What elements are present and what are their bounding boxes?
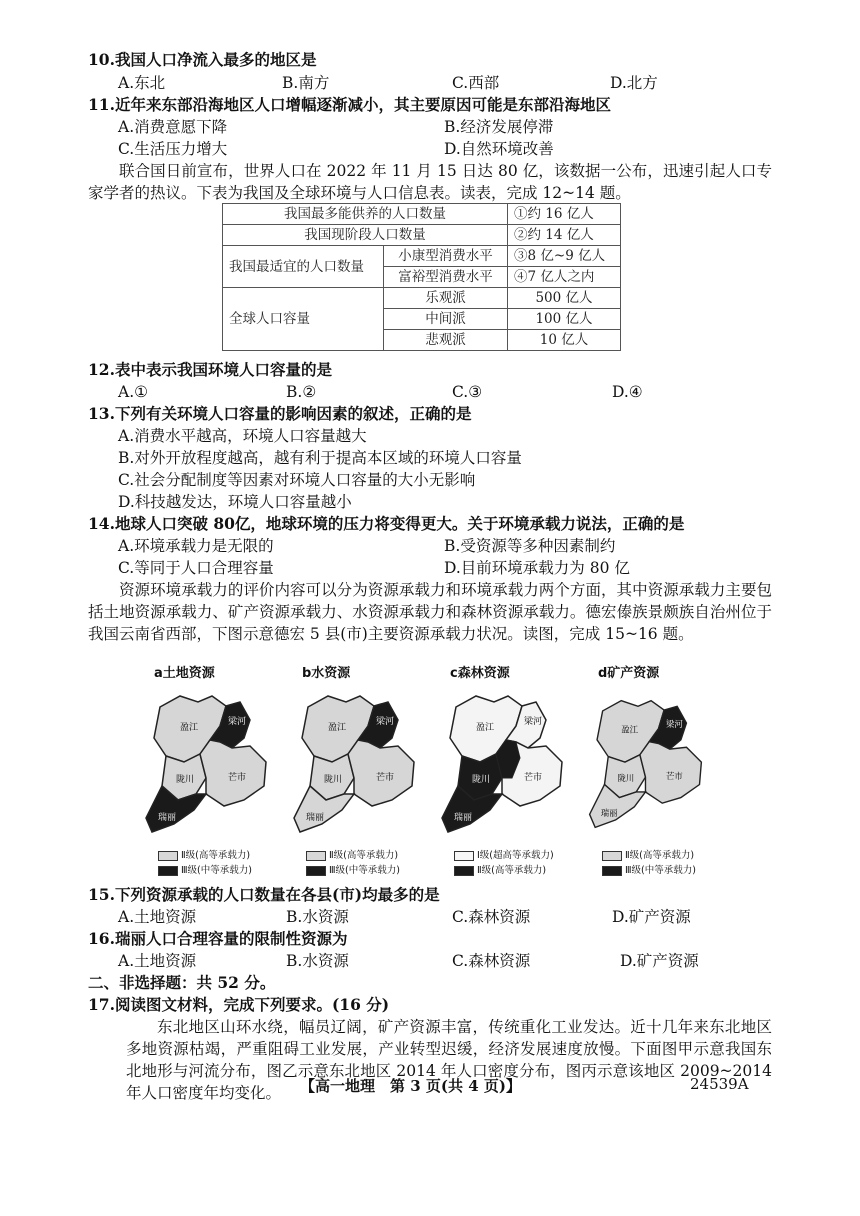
label-yingjiang: 盈江 xyxy=(180,723,199,733)
map-mineral-legend-2: Ⅲ级(中等承载力) xyxy=(625,865,696,876)
table-r4c-sub: 悲观派 xyxy=(384,330,508,351)
label-yingjiang: 盈江 xyxy=(621,724,639,735)
map-forest xyxy=(436,660,582,880)
q13-option-d: D.科技越发达，环境人口容量越小 xyxy=(118,493,352,511)
q10-option-a: A.东北 xyxy=(118,74,166,92)
table-r1-value: ①约 16 亿人 xyxy=(508,204,621,225)
q14-option-d: D.目前环境承载力为 80 亿 xyxy=(444,559,630,577)
table-r2-value: ②约 14 亿人 xyxy=(508,225,621,246)
table-r3b-value: ④7 亿人之内 xyxy=(508,267,621,288)
table-r4b-sub: 中间派 xyxy=(384,309,508,330)
q13-option-a: A.消费水平越高，环境人口容量越大 xyxy=(118,427,367,445)
table-r4a-sub: 乐观派 xyxy=(384,288,508,309)
legend-swatch-light xyxy=(158,851,178,861)
table-r3b-sub: 富裕型消费水平 xyxy=(384,267,508,288)
map-mineral-legend xyxy=(602,848,696,878)
table-r4a-value: 500 亿人 xyxy=(508,288,621,309)
label-ruili: 瑞丽 xyxy=(306,813,325,823)
table-r3-label: 我国最适宜的人口数量 xyxy=(223,246,384,288)
map-mineral-title: d矿产资源 xyxy=(598,666,660,681)
label-longchuan: 陇川 xyxy=(617,772,635,783)
intro-12-14-text: 联合国日前宣布，世界人口在 2022 年 11 月 15 日达 80 亿，该数据一公布，迅速引起人口专家学者的热议。下表为我国及全球环境与人口信息表。读表，完成 12~14 题。 xyxy=(88,162,772,202)
map-land-legend xyxy=(158,848,252,878)
label-lianghe: 梁河 xyxy=(228,717,247,727)
legend-swatch-dark xyxy=(306,866,326,876)
label-mangshi: 芒市 xyxy=(665,770,683,781)
q11-option-a: A.消费意愿下降 xyxy=(118,118,228,136)
label-mangshi: 芒市 xyxy=(376,773,395,783)
map-land-legend-2: Ⅲ级(中等承载力) xyxy=(181,865,252,876)
q15-option-b: B.水资源 xyxy=(286,908,349,926)
q16-option-c: C.森林资源 xyxy=(452,952,531,970)
label-mangshi: 芒市 xyxy=(524,773,543,783)
label-ruili: 瑞丽 xyxy=(600,808,618,819)
table-r4b-value: 100 亿人 xyxy=(508,309,621,330)
label-ruili: 瑞丽 xyxy=(158,813,177,823)
q13-option-c: C.社会分配制度等因素对环境人口容量的大小无影响 xyxy=(118,471,476,489)
q16-option-a: A.土地资源 xyxy=(118,952,197,970)
legend-swatch-light xyxy=(306,851,326,861)
q12-option-b: B.② xyxy=(286,383,317,401)
legend-swatch-light xyxy=(602,851,622,861)
map-mineral xyxy=(584,660,730,880)
dehong-resource-maps xyxy=(140,660,720,880)
q14-stem: 14.地球人口突破 80亿，地球环境的压力将变得更大。关于环境承载力说法，正确的是 xyxy=(88,514,685,533)
q11-option-d: D.自然环境改善 xyxy=(444,140,554,158)
q10-stem: 10.我国人口净流入最多的地区是 xyxy=(88,50,317,69)
map-water-title: b水资源 xyxy=(302,666,351,681)
q11-option-b: B.经济发展停滞 xyxy=(444,118,554,136)
q15-option-d: D.矿产资源 xyxy=(612,908,691,926)
map-water-legend-1: Ⅱ级(高等承载力) xyxy=(329,850,399,861)
map-mineral-figure xyxy=(584,682,720,847)
label-mangshi: 芒市 xyxy=(228,773,247,783)
map-forest-title: c森林资源 xyxy=(450,666,510,681)
population-info-table xyxy=(222,203,621,351)
label-yingjiang: 盈江 xyxy=(476,723,495,733)
map-forest-figure xyxy=(436,682,582,847)
label-lianghe: 梁河 xyxy=(376,717,395,727)
label-longchuan: 陇川 xyxy=(324,775,343,785)
intro-15-16-text: 资源环境承载力的评价内容可以分为资源承载力和环境承载力两个方面，其中资源承载力主要包括土地资源承载力、矿产资源承载力、水资源承载力和森林资源承载力。德宏傣族景颇族自治州位于我国云南省西部，下图示意德宏 5 县(市)主要资源承载力状况。读图，完成 15~16 题。 xyxy=(88,581,772,643)
legend-swatch-white xyxy=(454,851,474,861)
map-mineral-legend-1: Ⅱ级(高等承载力) xyxy=(625,850,695,861)
q13-option-b: B.对外开放程度越高，越有利于提高本区域的环境人口容量 xyxy=(118,449,522,467)
q16-option-d: D.矿产资源 xyxy=(620,952,699,970)
q12-option-d: D.④ xyxy=(612,383,643,401)
exam-code: 24539A xyxy=(690,1075,749,1093)
table-r4c-value: 10 亿人 xyxy=(508,330,621,351)
table-r3a-value: ③8 亿~9 亿人 xyxy=(508,246,621,267)
table-r3a-sub: 小康型消费水平 xyxy=(384,246,508,267)
q10-option-b: B.南方 xyxy=(282,74,330,92)
table-r1-label: 我国最多能供养的人口数量 xyxy=(223,204,508,225)
q15-option-a: A.土地资源 xyxy=(118,908,197,926)
q12-option-c: C.③ xyxy=(452,383,483,401)
label-yingjiang: 盈江 xyxy=(328,723,347,733)
map-water-legend xyxy=(306,848,400,878)
intro-15-16 xyxy=(88,579,772,645)
q14-option-c: C.等同于人口合理容量 xyxy=(118,559,274,577)
q10-option-c: C.西部 xyxy=(452,74,500,92)
legend-swatch-dark xyxy=(602,866,622,876)
map-water-figure xyxy=(288,682,434,847)
q17-stem: 17.阅读图文材料，完成下列要求。(16 分) xyxy=(88,995,390,1014)
label-lianghe: 梁河 xyxy=(665,718,683,729)
map-land-title: a土地资源 xyxy=(154,666,215,681)
q17-material-text: 东北地区山环水绕，幅员辽阔，矿产资源丰富，传统重化工业发达。近十几年来东北地区多地资源枯竭，严重阻碍工业发展，产业转型迟缓，经济发展速度放慢。下面图甲示意我国东北地形与河流分布，图乙示意东北地区 2014 年人口密度分布，图丙示意该地区 2009~2014 年人口密度年均变化。 xyxy=(126,1018,772,1102)
map-forest-legend-1: Ⅰ级(超高等承载力) xyxy=(477,850,554,861)
q11-option-c: C.生活压力增大 xyxy=(118,140,228,158)
q14-option-b: B.受资源等多种因素制约 xyxy=(444,537,616,555)
page-footer: 【高一地理 第 3 页(共 4 页)】 xyxy=(300,1077,521,1095)
q12-option-a: A.① xyxy=(118,383,149,401)
label-lianghe: 梁河 xyxy=(524,717,543,727)
q15-stem: 15.下列资源承载的人口数量在各县(市)均最多的是 xyxy=(88,885,440,904)
map-water-legend-2: Ⅲ级(中等承载力) xyxy=(329,865,400,876)
map-water xyxy=(288,660,434,880)
label-ruili: 瑞丽 xyxy=(454,813,473,823)
label-longchuan: 陇川 xyxy=(176,775,195,785)
legend-swatch-dark xyxy=(158,866,178,876)
q12-stem: 12.表中表示我国环境人口容量的是 xyxy=(88,360,332,379)
intro-12-14 xyxy=(88,160,772,204)
q15-option-c: C.森林资源 xyxy=(452,908,531,926)
table-r2-label: 我国现阶段人口数量 xyxy=(223,225,508,246)
map-land xyxy=(140,660,286,880)
map-forest-legend-2: Ⅱ级(高等承载力) xyxy=(477,865,547,876)
map-forest-legend xyxy=(454,848,554,878)
map-land-figure xyxy=(140,682,286,847)
q16-stem: 16.瑞丽人口合理容量的限制性资源为 xyxy=(88,929,348,948)
table-r4-label: 全球人口容量 xyxy=(223,288,384,351)
legend-swatch-dark xyxy=(454,866,474,876)
q11-stem: 11.近年来东部沿海地区人口增幅逐渐减小，其主要原因可能是东部沿海地区 xyxy=(88,95,611,114)
label-longchuan: 陇川 xyxy=(472,775,491,785)
section-2-heading: 二、非选择题：共 52 分。 xyxy=(88,973,276,992)
q10-option-d: D.北方 xyxy=(610,74,658,92)
q14-option-a: A.环境承载力是无限的 xyxy=(118,537,274,555)
map-land-legend-1: Ⅱ级(高等承载力) xyxy=(181,850,251,861)
q13-stem: 13.下列有关环境人口容量的影响因素的叙述，正确的是 xyxy=(88,404,472,423)
q16-option-b: B.水资源 xyxy=(286,952,349,970)
